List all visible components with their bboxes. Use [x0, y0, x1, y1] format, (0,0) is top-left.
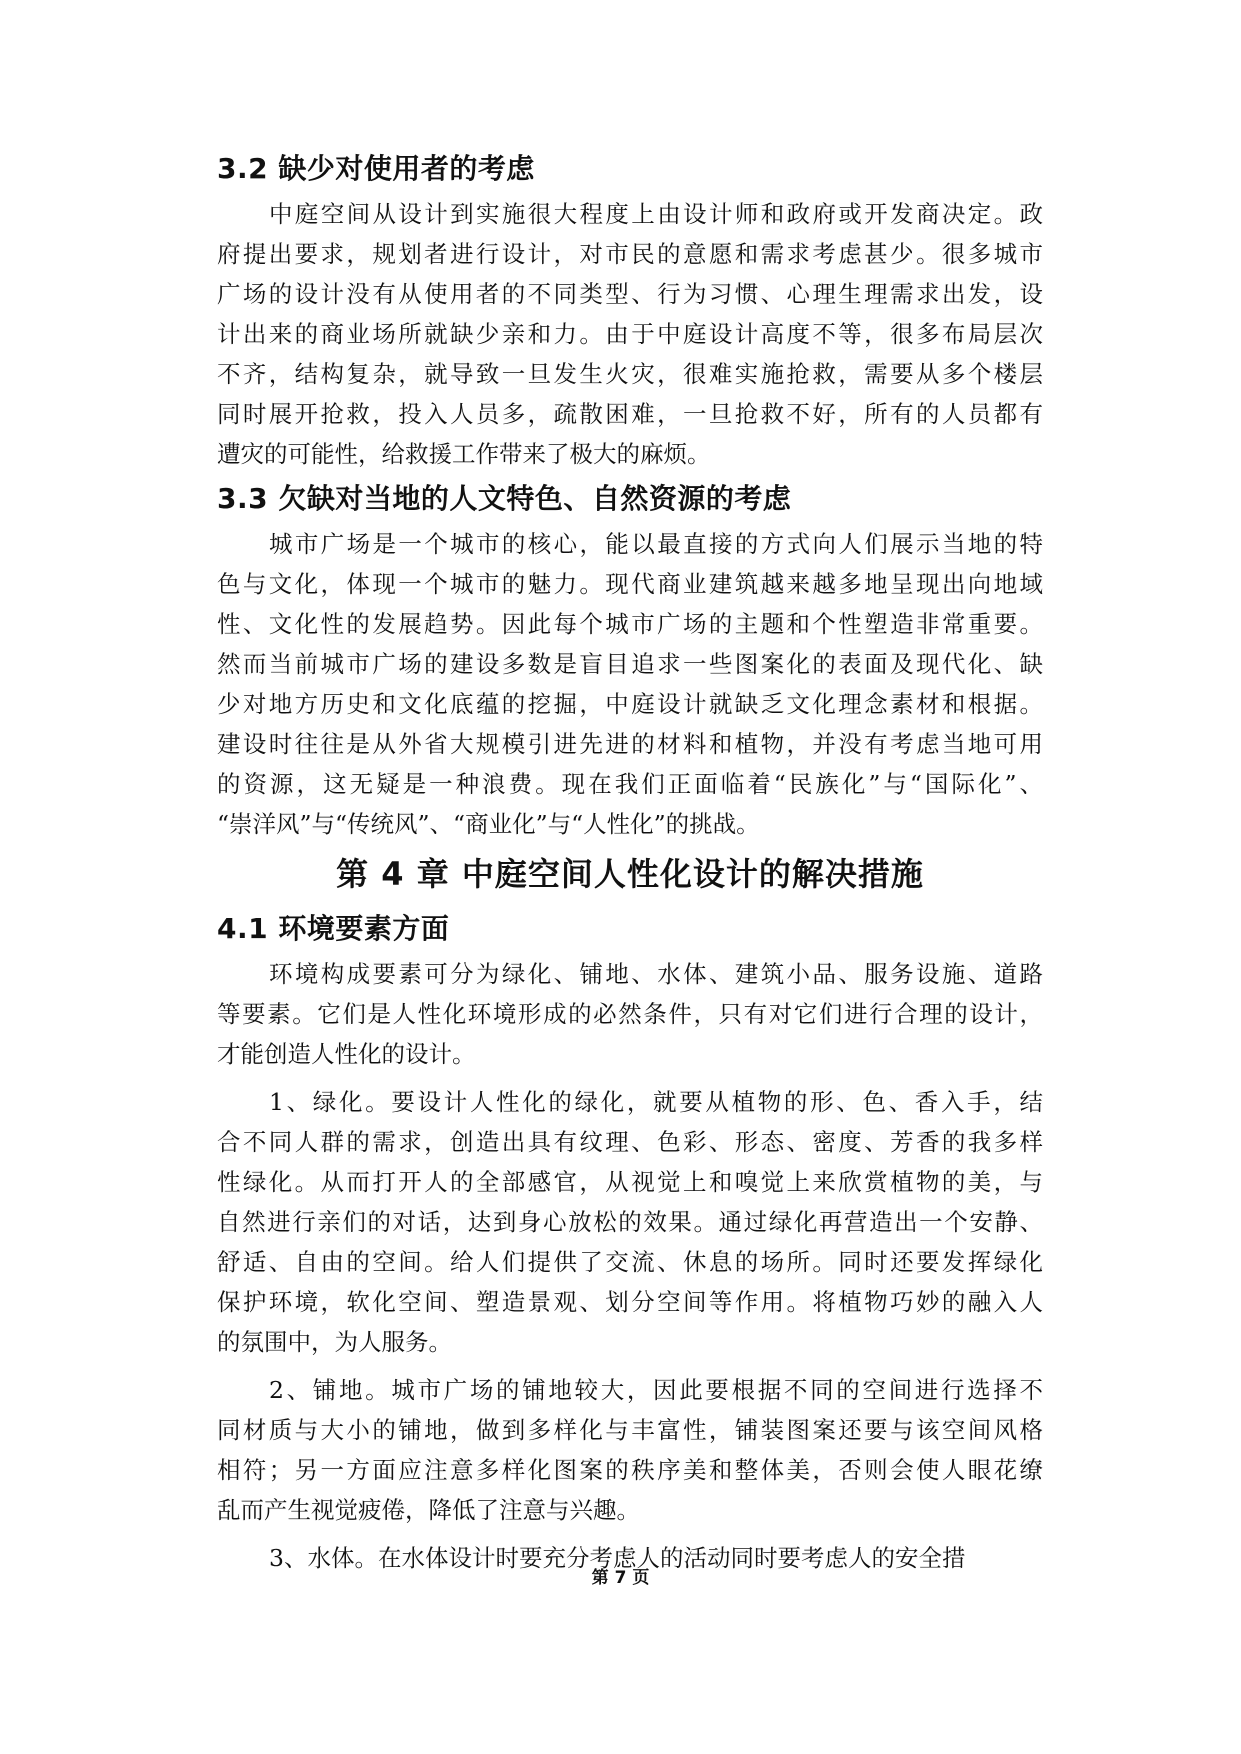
text-line: 环境构成要素可分为绿化、铺地、水体、建筑小品、服务设施、道路 [269, 960, 1043, 988]
text-line: 计出来的商业场所就缺少亲和力。由于中庭设计高度不等，很多布局层次 [217, 320, 1043, 348]
text-line: 色与文化，体现一个城市的魅力。现代商业建筑越来越多地呈现出向地域 [217, 570, 1043, 598]
text-line: 舒适、自由的空间。给人们提供了交流、休息的场所。同时还要发挥绿化 [217, 1248, 1043, 1276]
text-line: 同时展开抢救，投入人员多，疏散困难，一旦抢救不好，所有的人员都有 [217, 400, 1043, 428]
text-line: 府提出要求，规划者进行设计，对市民的意愿和需求考虑甚少。很多城市 [217, 240, 1043, 268]
section-heading-3-3: 3.3 欠缺对当地的人文特色、自然资源的考虑 [217, 482, 792, 515]
text-line: 性、文化性的发展趋势。因此每个城市广场的主题和个性塑造非常重要。 [217, 610, 1043, 638]
text-line: 自然进行亲们的对话，达到身心放松的效果。通过绿化再营造出一个安静、 [217, 1208, 1043, 1236]
text-line: 城市广场是一个城市的核心，能以最直接的方式向人们展示当地的特 [269, 530, 1043, 558]
text-line: 相符；另一方面应注意多样化图案的秩序美和整体美，否则会使人眼花缭 [217, 1456, 1043, 1484]
paragraph [217, 954, 1043, 1074]
text-line: 的资源，这无疑是一种浪费。现在我们正面临着“民族化”与“国际化”、 [217, 770, 1043, 798]
text-line: 合不同人群的需求，创造出具有纹理、色彩、形态、密度、芳香的我多样 [217, 1128, 1043, 1156]
text-line: 不齐，结构复杂，就导致一旦发生火灾，很难实施抢救，需要从多个楼层 [217, 360, 1043, 388]
section-heading-4-1: 4.1 环境要素方面 [217, 912, 450, 945]
section-heading-3-2: 3.2 缺少对使用者的考虑 [217, 152, 535, 185]
page-content [217, 144, 1043, 1578]
text-line: 然而当前城市广场的建设多数是盲目追求一些图案化的表面及现代化、缺 [217, 650, 1043, 678]
paragraph-gap [217, 1530, 1043, 1538]
text-line: 1、绿化。要设计人性化的绿化，就要从植物的形、色、香入手，结 [269, 1088, 1043, 1116]
text-line: 3、水体。在水体设计时要充分考虑人的活动同时要考虑人的安全措 [269, 1544, 966, 1572]
text-line: 的氛围中，为人服务。 [217, 1328, 452, 1356]
paragraph-gap [217, 1074, 1043, 1082]
text-line: 中庭空间从设计到实施很大程度上由设计师和政府或开发商决定。政 [269, 200, 1043, 228]
text-line: 保护环境，软化空间、塑造景观、划分空间等作用。将植物巧妙的融入人 [217, 1288, 1043, 1316]
text-line: 遭灾的可能性，给救援工作带来了极大的麻烦。 [217, 440, 711, 468]
text-line: 2、铺地。城市广场的铺地较大，因此要根据不同的空间进行选择不 [269, 1376, 1043, 1404]
chapter-title: 第 4 章 中庭空间人性化设计的解决措施 [336, 855, 924, 893]
paragraph-gap [217, 1362, 1043, 1370]
paragraph [217, 524, 1043, 844]
text-line: 广场的设计没有从使用者的不同类型、行为习惯、心理生理需求出发，设 [217, 280, 1043, 308]
text-line: “崇洋风”与“传统风”、“商业化”与“人性化”的挑战。 [217, 810, 760, 838]
text-line: 建设时往往是从外省大规模引进先进的材料和植物，并没有考虑当地可用 [217, 730, 1043, 758]
paragraph [217, 1082, 1043, 1362]
text-line: 同材质与大小的铺地，做到多样化与丰富性，铺装图案还要与该空间风格 [217, 1416, 1043, 1444]
paragraph [217, 1370, 1043, 1530]
text-line: 才能创造人性化的设计。 [217, 1040, 476, 1068]
text-line: 性绿化。从而打开人的全部感官，从视觉上和嗅觉上来欣赏植物的美，与 [217, 1168, 1043, 1196]
text-line: 乱而产生视觉疲倦，降低了注意与兴趣。 [217, 1496, 640, 1524]
page-number: 第 7 页 [591, 1568, 650, 1588]
paragraph [217, 194, 1043, 474]
text-line: 少对地方历史和文化底蕴的挖掘，中庭设计就缺乏文化理念素材和根据。 [217, 690, 1043, 718]
text-line: 等要素。它们是人性化环境形成的必然条件，只有对它们进行合理的设计， [217, 1000, 1043, 1028]
